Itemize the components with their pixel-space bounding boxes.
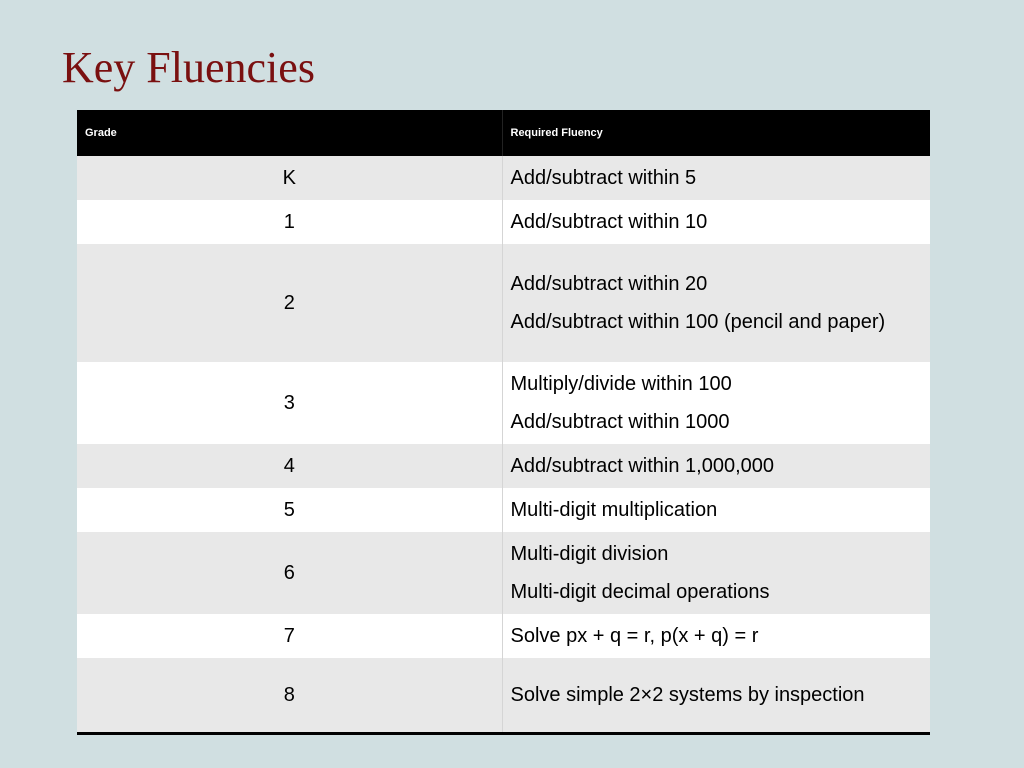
table-header-row — [77, 110, 930, 156]
fluency-cell — [502, 156, 930, 200]
fluency-cell — [502, 488, 930, 532]
grade-cell: 4 — [77, 444, 502, 488]
table-row — [77, 532, 930, 614]
grade-cell: 8 — [77, 658, 502, 733]
fluency-cell — [502, 362, 930, 444]
fluency-line: Multi-digit decimal operations — [510, 581, 770, 603]
table-row — [77, 444, 930, 488]
fluency-table — [77, 110, 930, 735]
fluency-cell — [502, 658, 930, 733]
grade-column-header: Grade — [77, 110, 502, 156]
grade-cell: 7 — [77, 614, 502, 658]
fluency-cell — [502, 244, 930, 362]
fluency-line: Add/subtract within 10 — [510, 211, 708, 233]
table-row — [77, 362, 930, 444]
slide-title: Key Fluencies — [62, 43, 315, 92]
table-row — [77, 200, 930, 244]
grade-cell: 2 — [77, 244, 502, 362]
fluency-line: Multi-digit division — [510, 543, 669, 565]
fluency-line: Add/subtract within 1,000,000 — [510, 455, 775, 477]
fluency-line: Add/subtract within 20 — [510, 273, 708, 295]
fluency-cell — [502, 614, 930, 658]
grade-cell: 5 — [77, 488, 502, 532]
fluency-line: Add/subtract within 1000 — [510, 411, 730, 433]
table-row — [77, 156, 930, 200]
table-row — [77, 244, 930, 362]
fluency-line: Multiply/divide within 100 — [510, 373, 732, 395]
fluency-line: Solve simple 2×2 systems by inspection — [510, 683, 865, 706]
fluency-line: Solve px + q = r, p(x + q) = r — [510, 625, 759, 647]
grade-cell: 3 — [77, 362, 502, 444]
table-row — [77, 614, 930, 658]
fluency-cell — [502, 444, 930, 488]
fluency-column-header: Required Fluency — [502, 110, 930, 156]
fluency-line: Add/subtract within 5 — [510, 167, 697, 189]
fluency-cell — [502, 532, 930, 614]
grade-cell: 6 — [77, 532, 502, 614]
fluency-line: Multi-digit multiplication — [510, 499, 718, 521]
grade-cell: 1 — [77, 200, 502, 244]
table-row — [77, 488, 930, 532]
table-row — [77, 658, 930, 733]
fluency-cell — [502, 200, 930, 244]
grade-cell: K — [77, 156, 502, 200]
fluency-line: Add/subtract within 100 (pencil and paper) — [510, 311, 886, 333]
